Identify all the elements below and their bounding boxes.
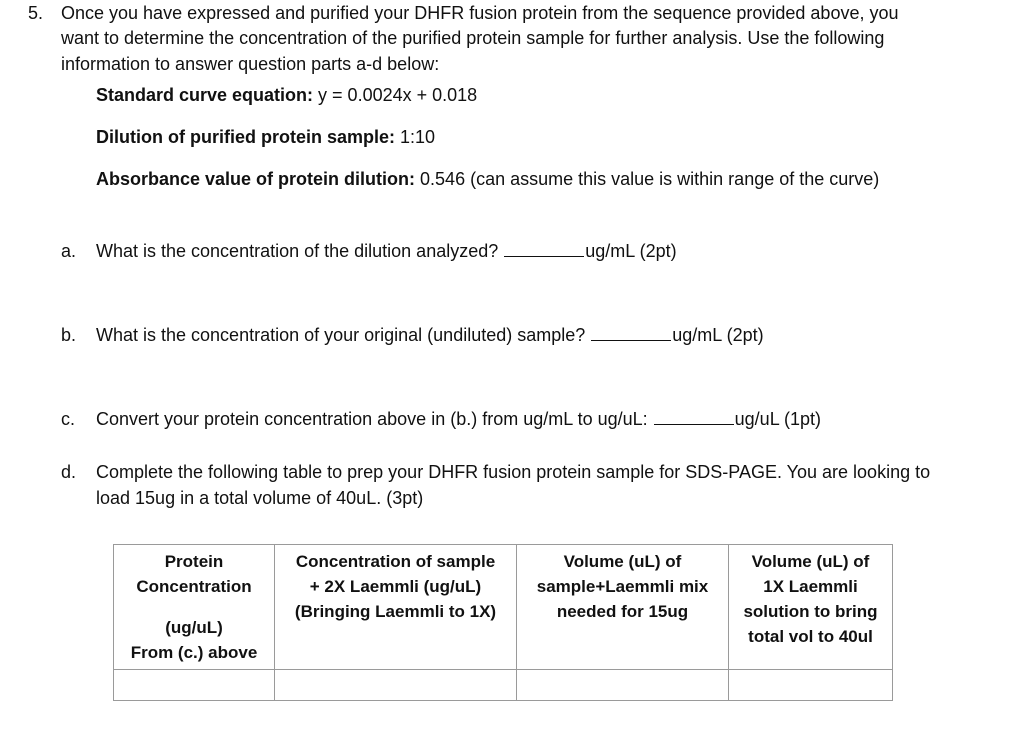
header-1-line-1: Concentration of sample xyxy=(295,552,496,571)
part-a-text: What is the concentration of the dilution analyzed? xyxy=(96,241,499,261)
part-a-answer-blank[interactable] xyxy=(504,240,584,257)
header-2-line-2: sample+Laemmli mix xyxy=(536,577,709,596)
dilution-info xyxy=(96,124,435,150)
standard-curve-label: Standard curve equation: xyxy=(96,85,314,105)
part-d-line-2: load 15ug in a total volume of 40uL. (3pt) xyxy=(96,488,424,508)
header-0-line-1: Protein xyxy=(164,552,224,571)
header-3-line-2: 1X Laemmli xyxy=(763,577,858,596)
cell-protein-concentration[interactable] xyxy=(114,670,275,701)
part-c-answer-blank[interactable] xyxy=(654,408,734,425)
cell-volume-laemmli[interactable] xyxy=(729,670,893,701)
dilution-value: 1:10 xyxy=(395,127,436,147)
table-row xyxy=(114,670,893,701)
dilution-label: Dilution of purified protein sample: xyxy=(96,127,395,147)
part-b-letter: b. xyxy=(61,325,77,345)
header-3-line-4: total vol to 40ul xyxy=(748,627,873,646)
part-b-text: What is the concentration of your original (undiluted) sample? xyxy=(96,325,586,345)
header-protein-concentration xyxy=(114,545,275,670)
header-3-line-1: Volume (uL) of xyxy=(751,552,870,571)
standard-curve-value: y = 0.0024x + 0.018 xyxy=(313,85,478,105)
header-0-line-4: From (c.) above xyxy=(130,643,258,662)
header-0-line-2: Concentration xyxy=(136,577,252,596)
header-2-line-1: Volume (uL) of xyxy=(563,552,682,571)
cell-volume-mix[interactable] xyxy=(517,670,729,701)
absorbance-label: Absorbance value of protein dilution: xyxy=(96,169,416,189)
part-b-answer-blank[interactable] xyxy=(591,324,671,341)
header-0-line-3: (ug/uL) xyxy=(165,618,223,637)
header-2-line-3: needed for 15ug xyxy=(556,602,689,621)
header-concentration-with-laemmli xyxy=(275,545,517,670)
part-d-line-1: Complete the following table to prep your DHFR fusion protein sample for SDS-PAGE. You are looking to xyxy=(96,462,931,482)
absorbance-info xyxy=(96,166,879,192)
cell-concentration-with-laemmli[interactable] xyxy=(275,670,517,701)
part-d-letter: d. xyxy=(61,462,77,482)
table-header-row xyxy=(114,545,893,670)
header-1-line-2: + 2X Laemmli (ug/uL) xyxy=(309,577,482,596)
part-a-letter: a. xyxy=(61,241,77,261)
part-c xyxy=(96,406,821,432)
standard-curve-info xyxy=(96,82,477,108)
part-c-text: Convert your protein concentration above in (b.) from ug/mL to ug/uL: xyxy=(96,409,648,429)
header-volume-laemmli xyxy=(729,545,893,670)
question-intro-line-3: information to answer question parts a-d below: xyxy=(61,54,440,74)
header-3-line-3: solution to bring xyxy=(743,602,878,621)
absorbance-value: 0.546 (can assume this value is within range of the curve) xyxy=(415,169,880,189)
header-1-line-3: (Bringing Laemmli to 1X) xyxy=(294,602,497,621)
part-c-unit: ug/uL (1pt) xyxy=(734,409,822,429)
part-c-letter: c. xyxy=(61,409,76,429)
part-b-unit: ug/mL (2pt) xyxy=(672,325,764,345)
question-intro-line-2: want to determine the concentration of the purified protein sample for further analysis. Use the following xyxy=(61,28,885,48)
part-b xyxy=(96,322,764,348)
question-intro-line-1: Once you have expressed and purified your DHFR fusion protein from the sequence provided above, you xyxy=(61,3,899,23)
sds-page-prep-table xyxy=(113,544,893,701)
question-number: 5. xyxy=(28,3,44,23)
header-volume-mix xyxy=(517,545,729,670)
part-a xyxy=(96,238,677,264)
part-a-unit: ug/mL (2pt) xyxy=(585,241,677,261)
